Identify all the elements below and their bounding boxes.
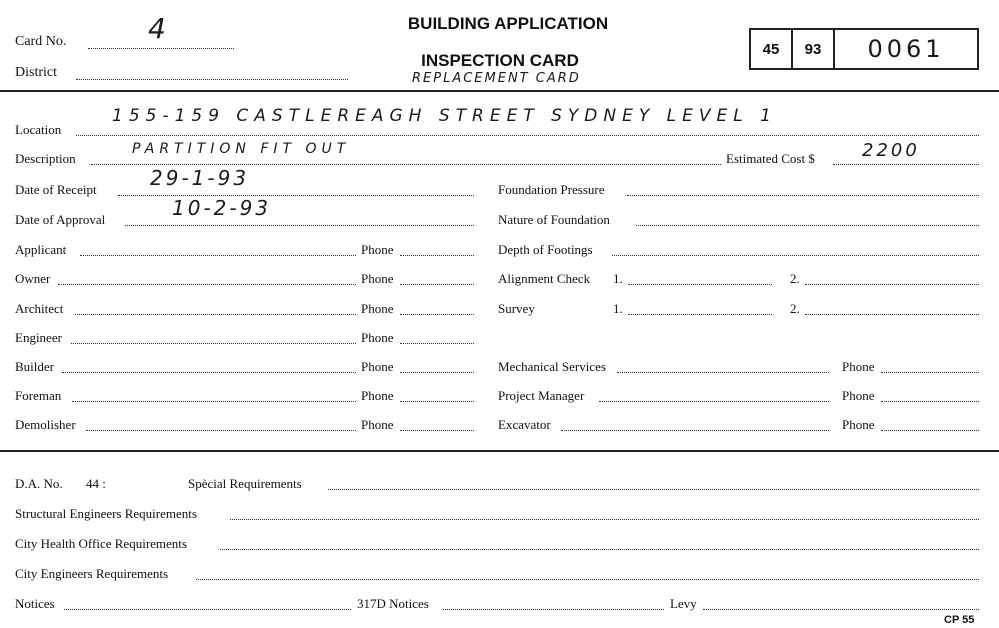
excavator-label: Excavator xyxy=(498,417,551,432)
card-no-label: Card No. xyxy=(15,34,67,49)
owner-line xyxy=(58,284,356,285)
architect-line xyxy=(75,314,356,315)
notices-317d-line xyxy=(443,609,664,610)
date-receipt-label: Date of Receipt xyxy=(15,182,97,197)
builder-phone-line xyxy=(400,372,474,373)
da-no-label: D.A. No. xyxy=(15,476,63,491)
date-approval-line xyxy=(125,225,474,226)
applicant-phone-label: Phone xyxy=(361,242,394,257)
description-value: PARTITION FIT OUT xyxy=(132,141,351,157)
applicant-line xyxy=(80,255,356,256)
applicant-phone-line xyxy=(400,255,474,256)
location-value: 155-159 CASTLEREAGH STREET SYDNEY LEVEL 1 xyxy=(112,106,777,126)
demolisher-line xyxy=(86,430,356,431)
da-no-value: 44 : xyxy=(86,476,106,491)
ref-box-district-value: 45 xyxy=(762,40,780,58)
description-label: Description xyxy=(15,151,76,166)
architect-phone-line xyxy=(400,314,474,315)
architect-phone-label: Phone xyxy=(361,301,394,316)
estimated-cost-label: Estimated Cost $ xyxy=(726,151,815,166)
title-line-2: INSPECTION CARD xyxy=(421,51,579,70)
notices-line xyxy=(64,609,351,610)
nature-foundation-label: Nature of Foundation xyxy=(498,212,610,227)
mechanical-services-line xyxy=(617,372,829,373)
structural-engineers-line xyxy=(230,519,979,520)
district-label: District xyxy=(15,65,57,80)
excavator-line xyxy=(561,430,829,431)
foreman-line xyxy=(72,401,356,402)
ref-box-year xyxy=(791,28,835,70)
notices-317d-label: 317D Notices xyxy=(357,596,429,611)
owner-phone-label: Phone xyxy=(361,271,394,286)
alignment-check-label: Alignment Check xyxy=(498,271,591,286)
foreman-label: Foreman xyxy=(15,388,62,403)
notices-label: Notices xyxy=(15,596,55,611)
replacement-note: REPLACEMENT CARD xyxy=(412,71,581,86)
foreman-phone-line xyxy=(400,401,474,402)
survey-num1: 1. xyxy=(613,301,623,316)
survey-num2: 2. xyxy=(790,301,800,316)
alignment-check-num1: 1. xyxy=(613,271,623,286)
project-manager-label: Project Manager xyxy=(498,388,585,403)
card-no-line xyxy=(88,48,234,49)
foundation-pressure-label: Foundation Pressure xyxy=(498,182,605,197)
engineer-line xyxy=(71,343,356,344)
mechanical-services-phone-line xyxy=(881,372,979,373)
engineer-phone-label: Phone xyxy=(361,330,394,345)
special-requirements-label: Spècial Requirements xyxy=(188,476,302,491)
section-divider xyxy=(0,450,999,452)
architect-label: Architect xyxy=(15,301,64,316)
date-approval-label: Date of Approval xyxy=(15,212,106,227)
builder-label: Builder xyxy=(15,359,54,374)
demolisher-phone-label: Phone xyxy=(361,417,394,432)
date-approval-value: 10-2-93 xyxy=(172,196,272,220)
engineer-label: Engineer xyxy=(15,330,62,345)
district-line xyxy=(76,79,348,80)
project-manager-line xyxy=(599,401,829,402)
survey-line2 xyxy=(805,314,979,315)
levy-label: Levy xyxy=(670,596,697,611)
demolisher-label: Demolisher xyxy=(15,417,76,432)
owner-phone-line xyxy=(400,284,474,285)
alignment-check-line1 xyxy=(628,284,772,285)
card-no-value: 4 xyxy=(148,12,166,45)
estimated-cost-value: 2200 xyxy=(862,140,920,161)
city-health-label: City Health Office Requirements xyxy=(15,536,187,551)
engineer-phone-line xyxy=(400,343,474,344)
description-line xyxy=(91,164,721,165)
excavator-phone-line xyxy=(881,430,979,431)
depth-footings-line xyxy=(612,255,979,256)
title-line-1: BUILDING APPLICATION xyxy=(407,14,609,33)
owner-label: Owner xyxy=(15,271,51,286)
special-requirements-line xyxy=(328,489,979,490)
nature-foundation-line xyxy=(636,225,979,226)
demolisher-phone-line xyxy=(400,430,474,431)
structural-engineers-label: Structural Engineers Requirements xyxy=(15,506,197,521)
alignment-check-num2: 2. xyxy=(790,271,800,286)
depth-footings-label: Depth of Footings xyxy=(498,242,593,257)
builder-phone-label: Phone xyxy=(361,359,394,374)
ref-box-number-value: 0061 xyxy=(867,35,945,63)
city-engineers-line xyxy=(196,579,979,580)
ref-box-year-value: 93 xyxy=(804,40,822,58)
mechanical-services-phone-label: Phone xyxy=(842,359,875,374)
project-manager-phone-label: Phone xyxy=(842,388,875,403)
foreman-phone-label: Phone xyxy=(361,388,394,403)
excavator-phone-label: Phone xyxy=(842,417,875,432)
foundation-pressure-line xyxy=(627,195,979,196)
alignment-check-line2 xyxy=(805,284,979,285)
location-line xyxy=(76,135,979,136)
applicant-label: Applicant xyxy=(15,242,67,257)
header-divider xyxy=(0,90,999,92)
estimated-cost-line xyxy=(833,164,979,165)
survey-line1 xyxy=(628,314,772,315)
ref-box-number xyxy=(833,28,979,70)
date-receipt-value: 29-1-93 xyxy=(150,166,250,190)
location-label: Location xyxy=(15,122,62,137)
ref-box-district xyxy=(749,28,793,70)
levy-line xyxy=(703,609,979,610)
builder-line xyxy=(62,372,356,373)
city-health-line xyxy=(220,549,979,550)
mechanical-services-label: Mechanical Services xyxy=(498,359,606,374)
survey-label: Survey xyxy=(498,301,535,316)
city-engineers-label: City Engineers Requirements xyxy=(15,566,169,581)
project-manager-phone-line xyxy=(881,401,979,402)
form-code: CP 55 xyxy=(944,614,975,626)
